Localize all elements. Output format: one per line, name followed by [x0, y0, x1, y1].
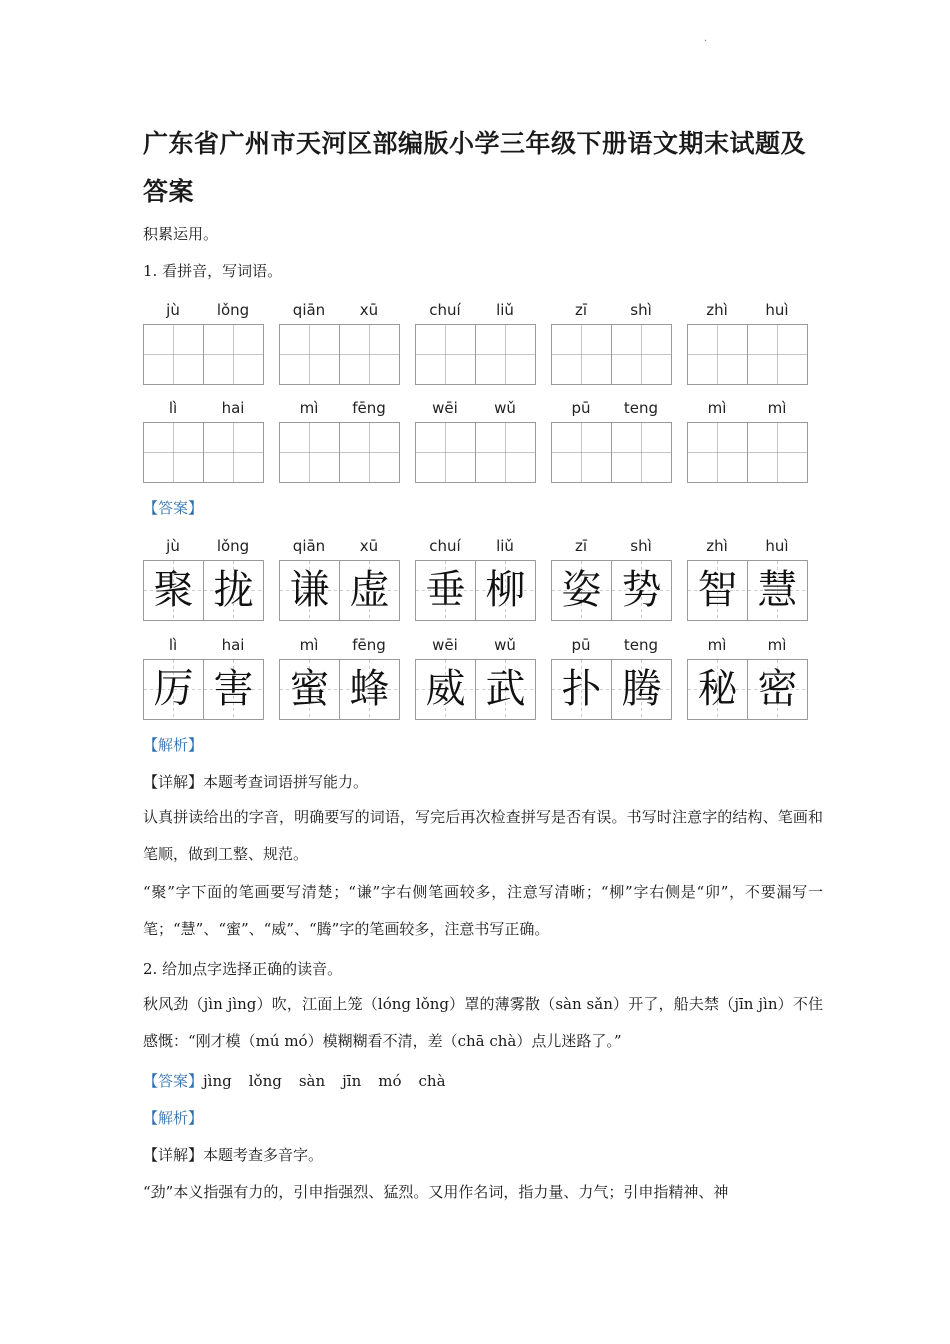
answer-character: 扑 [561, 666, 602, 712]
analysis-label-q1: 【解析】 [143, 736, 204, 754]
answer-character: 聚 [153, 567, 194, 613]
pinyin-label: zhì [706, 301, 728, 319]
pinyin-row [687, 631, 808, 659]
answer-reading: jīn [342, 1072, 362, 1090]
writing-cell[interactable] [339, 423, 399, 482]
detail-q1: 【详解】本题考查词语拼写能力。 [143, 773, 369, 791]
writing-cell[interactable] [339, 325, 399, 384]
word-block [687, 394, 808, 483]
page-title: 广东省广州市天河区部编版小学三年级下册语文期末试题及答案 [143, 129, 807, 206]
word-block [143, 631, 264, 720]
writing-cell[interactable] [688, 423, 747, 482]
answer-character: 虚 [349, 567, 390, 613]
word-block [143, 394, 264, 483]
answer-character: 武 [485, 666, 526, 712]
answer-character: 慧 [757, 567, 798, 613]
question-1-prompt: 1. 看拼音，写词语。 [143, 262, 283, 280]
pinyin-label: mì [707, 399, 727, 417]
pinyin-label: teng [623, 399, 659, 417]
pinyin-label: teng [623, 636, 659, 654]
writing-cell[interactable] [280, 325, 339, 384]
answer-reading: sàn [298, 1072, 326, 1090]
word-block [687, 631, 808, 720]
word-block [415, 532, 536, 621]
pinyin-label: xū [359, 537, 379, 555]
writing-tianzige-pair [279, 422, 400, 483]
answer-tianzige-pair [143, 560, 264, 621]
answer-character: 姿 [561, 567, 602, 613]
writing-tianzige-pair [687, 422, 808, 483]
pinyin-label: mì [767, 399, 787, 417]
pinyin-row [687, 532, 808, 560]
answer-cell [203, 561, 263, 620]
answer-cell [552, 561, 611, 620]
writing-cell[interactable] [416, 423, 475, 482]
answer-cell [339, 660, 399, 719]
pinyin-label: qiān [292, 537, 326, 555]
pinyin-label: mì [767, 636, 787, 654]
word-block [279, 296, 400, 385]
answer-tianzige-pair [687, 659, 808, 720]
pinyin-label: mì [299, 636, 319, 654]
writing-cell[interactable] [203, 325, 263, 384]
writing-tianzige-pair [415, 422, 536, 483]
pinyin-label: xū [359, 301, 379, 319]
writing-tianzige-pair [279, 324, 400, 385]
writing-cell[interactable] [203, 423, 263, 482]
pinyin-row [415, 296, 536, 324]
pinyin-row [687, 296, 808, 324]
word-block [415, 631, 536, 720]
answer-grid-row-1 [143, 532, 808, 621]
answer-cell [611, 561, 671, 620]
answer-character: 势 [621, 567, 662, 613]
answer-character: 秘 [697, 666, 738, 712]
pinyin-label: lì [168, 399, 178, 417]
answer-cell [688, 660, 747, 719]
pinyin-label: chuí [429, 537, 461, 555]
analysis-label-q2: 【解析】 [143, 1109, 204, 1127]
writing-tianzige-pair [551, 422, 672, 483]
explanation-paragraph-2: “聚”字下面的笔画要写清楚；“谦”字右侧笔画较多，注意写清晰；“柳”字右侧是“卯”，不要漏写一笔；“慧”、“蜜”、“威”、“腾”字的笔画较多，注意书写正确。 [143, 883, 823, 938]
pinyin-label: wǔ [494, 399, 516, 417]
word-block [551, 532, 672, 621]
writing-cell[interactable] [747, 423, 807, 482]
writing-tianzige-pair [143, 324, 264, 385]
answer-tianzige-pair [415, 560, 536, 621]
pinyin-label: liǔ [496, 537, 514, 555]
answer-cell [280, 561, 339, 620]
pinyin-row [415, 631, 536, 659]
pinyin-label: lǒng [216, 301, 250, 319]
writing-cell[interactable] [747, 325, 807, 384]
writing-tianzige-pair [415, 324, 536, 385]
answer-line-q2 [143, 1070, 463, 1091]
answer-tianzige-pair [279, 560, 400, 621]
answer-label-q2: 【答案】 [143, 1072, 204, 1090]
answer-tianzige-pair [551, 560, 672, 621]
answer-character: 智 [697, 567, 738, 613]
answer-reading: mó [378, 1072, 402, 1090]
pinyin-row [551, 532, 672, 560]
writing-cell[interactable] [144, 325, 203, 384]
answer-cell [339, 561, 399, 620]
answer-reading: chà [418, 1072, 446, 1090]
answer-character: 蜂 [349, 666, 390, 712]
word-block [279, 394, 400, 483]
pinyin-label: mì [299, 399, 319, 417]
writing-tianzige-pair [143, 422, 264, 483]
pinyin-label: hai [221, 399, 245, 417]
answer-cell [552, 660, 611, 719]
word-block [551, 394, 672, 483]
writing-cell[interactable] [688, 325, 747, 384]
pinyin-row [143, 532, 264, 560]
pinyin-label: huì [765, 537, 789, 555]
pinyin-label: pū [571, 636, 591, 654]
writing-tianzige-pair [687, 324, 808, 385]
answer-tianzige-pair [415, 659, 536, 720]
answer-cell [416, 660, 475, 719]
answer-reading: jìng [203, 1072, 232, 1090]
word-block [551, 631, 672, 720]
corner-mark: · [704, 36, 708, 47]
answer-cell [416, 561, 475, 620]
writing-cell[interactable] [280, 423, 339, 482]
pinyin-label: fēng [352, 399, 386, 417]
writing-cell[interactable] [611, 423, 671, 482]
word-block [687, 532, 808, 621]
word-block [143, 532, 264, 621]
writing-cell[interactable] [552, 423, 611, 482]
pinyin-label: zī [574, 537, 588, 555]
pinyin-row [279, 631, 400, 659]
answer-list-q2 [203, 1072, 463, 1090]
pinyin-row [143, 296, 264, 324]
answer-tianzige-pair [143, 659, 264, 720]
pinyin-label: chuí [429, 301, 461, 319]
writing-cell[interactable] [144, 423, 203, 482]
answer-cell [144, 561, 203, 620]
answer-character: 腾 [621, 666, 662, 712]
answer-character: 密 [757, 666, 798, 712]
pinyin-label: liǔ [496, 301, 514, 319]
pinyin-label: fēng [352, 636, 386, 654]
answer-character: 害 [213, 666, 254, 712]
answer-character: 威 [425, 666, 466, 712]
word-block [415, 296, 536, 385]
pinyin-row [279, 532, 400, 560]
question-2-text: 秋风劲（jìn jìng）吹，江面上笼（lóng lǒng）罩的薄雾散（sàn sǎn）开了，船夫禁（jīn jìn）不住感慨：“刚才模（mú mó）模糊糊看不清，差（chā chà）点儿迷路了。” [143, 995, 823, 1050]
word-block [415, 394, 536, 483]
answer-cell [144, 660, 203, 719]
answer-tianzige-pair [551, 659, 672, 720]
pinyin-label: hai [221, 636, 245, 654]
pinyin-row [279, 296, 400, 324]
answer-tianzige-pair [279, 659, 400, 720]
answer-character: 谦 [289, 567, 330, 613]
pinyin-label: lǒng [216, 537, 250, 555]
pinyin-row [415, 394, 536, 422]
answer-cell [747, 660, 807, 719]
word-block [143, 296, 264, 385]
explanation-q2: “劲”本义指强有力的，引申指强烈、猛烈。又用作名词，指力量、力气；引申指精神、神 [143, 1183, 729, 1201]
pinyin-row [279, 394, 400, 422]
answer-grid-row-2 [143, 631, 808, 720]
answer-cell [475, 561, 535, 620]
pinyin-row [551, 296, 672, 324]
pinyin-label: wǔ [494, 636, 516, 654]
word-block [279, 532, 400, 621]
pinyin-label: wēi [432, 399, 458, 417]
answer-character: 厉 [153, 666, 194, 712]
answer-cell [280, 660, 339, 719]
pinyin-label: qiān [292, 301, 326, 319]
blank-grid-row-1 [143, 296, 808, 385]
answer-character: 蜜 [289, 666, 330, 712]
answer-character: 柳 [485, 567, 526, 613]
blank-grid-row-2 [143, 394, 808, 483]
pinyin-label: shì [630, 301, 652, 319]
writing-cell[interactable] [475, 325, 535, 384]
pinyin-label: shì [630, 537, 652, 555]
pinyin-row [551, 631, 672, 659]
answer-character: 垂 [425, 567, 466, 613]
answer-cell [611, 660, 671, 719]
explanation-paragraph-1: 认真拼读给出的字音，明确要写的词语，写完后再次检查拼写是否有误。书写时注意字的结构、笔画和笔顺，做到工整、规范。 [143, 808, 823, 863]
writing-cell[interactable] [416, 325, 475, 384]
pinyin-label: pū [571, 399, 591, 417]
answer-reading: lǒng [248, 1072, 282, 1090]
word-block [687, 296, 808, 385]
pinyin-row [143, 631, 264, 659]
pinyin-label: wēi [432, 636, 458, 654]
answer-label-q1: 【答案】 [143, 499, 204, 517]
pinyin-row [551, 394, 672, 422]
pinyin-label: jù [166, 537, 180, 555]
pinyin-row [143, 394, 264, 422]
answer-cell [203, 660, 263, 719]
question-2-prompt: 2. 给加点字选择正确的读音。 [143, 960, 343, 978]
pinyin-label: mì [707, 636, 727, 654]
pinyin-label: zhì [706, 537, 728, 555]
pinyin-row [687, 394, 808, 422]
writing-cell[interactable] [611, 325, 671, 384]
pinyin-label: jù [166, 301, 180, 319]
answer-tianzige-pair [687, 560, 808, 621]
pinyin-label: lì [168, 636, 178, 654]
answer-cell [688, 561, 747, 620]
detail-q2: 【详解】本题考查多音字。 [143, 1146, 324, 1164]
writing-cell[interactable] [552, 325, 611, 384]
pinyin-label: huì [765, 301, 789, 319]
writing-cell[interactable] [475, 423, 535, 482]
answer-cell [475, 660, 535, 719]
writing-tianzige-pair [551, 324, 672, 385]
pinyin-row [415, 532, 536, 560]
word-block [279, 631, 400, 720]
pinyin-label: zī [574, 301, 588, 319]
answer-character: 拢 [213, 567, 254, 613]
word-block [551, 296, 672, 385]
answer-cell [747, 561, 807, 620]
section-heading: 积累运用。 [143, 225, 219, 243]
